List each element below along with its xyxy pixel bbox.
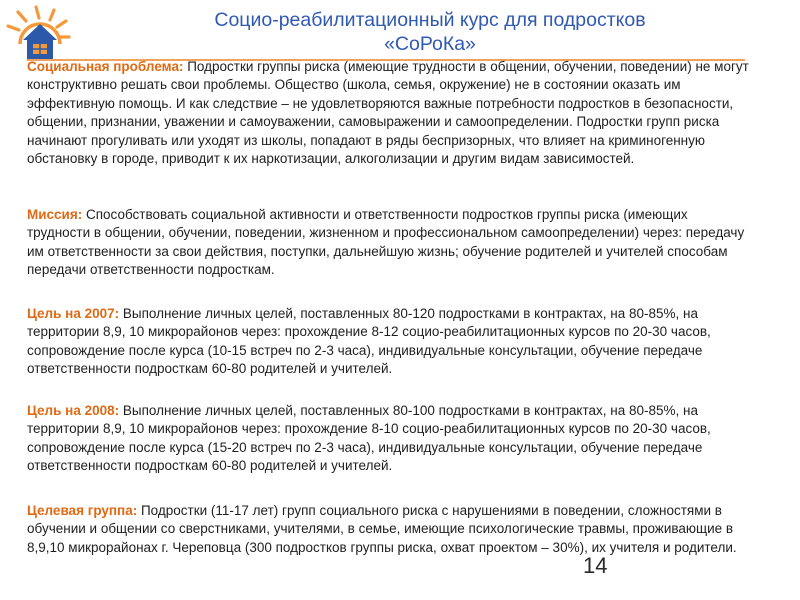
section-label: Миссия: <box>27 207 83 222</box>
section-target-group <box>27 502 752 557</box>
section-text: Способствовать социальной активности и ответственности подростков группы риска (имеющих трудности в общении, обучении, поведении, жизненном и профессиональном самоопределении) через: передачу им ответственности за свои действия, поступки, дальнейшую жизнь; обучение родителей и учителей способам передачи ответственности подросткам. <box>27 207 745 278</box>
section-text: Подростки группы риска (имеющие трудности в общении, обучении, поведении) не могут конструктивно решать свои проблемы. Общество (школа, семья, окружение) не в состоянии оказать им эффективную помощь. И как следствие – не удовлетворяются важные потребности подростков в безопасности, общении, признании, уважении и самоуважении, самовыражении и самоопределении. Подростки групп риска начинают прогуливать или уходят из школы, попадают в ряды беспризорных, что влияет на криминогенную обстановку в городе, приводит к их наркотизации, алкоголизации и другим видам зависимостей. <box>27 59 749 167</box>
page-title <box>150 8 710 56</box>
section-goal-2007 <box>27 305 752 379</box>
page-number: 14 <box>583 553 608 578</box>
sun-house-icon <box>6 4 74 66</box>
title-line-1: Социо-реабилитационный курс для подростков <box>214 9 646 31</box>
section-mission <box>27 206 752 280</box>
section-goal-2008 <box>27 402 752 476</box>
section-text: Подростки (11-17 лет) групп социального риска с нарушениями в поведении, сложностями в обучении и общении со сверстниками, учителями, в семье, имеющие психологические травмы, проживающие в 8,9,10 микрорайонах г. Череповца (300 подростков группы риска, охват проектом – 30%), их учителя и родители. <box>27 503 737 555</box>
section-label: Целевая группа: <box>27 503 138 518</box>
section-text: Выполнение личных целей, поставленных 80-120 подростками в контрактах, на 80-85%, на территории 8,9, 10 микрорайонов через: прохождение 8-12 социо-реабилитационных курсов по 20-30 часов, сопровождение после курса (10-15 встреч по 2-3 часа), индивидуальные консультации, обучение передаче ответственности подросткам 60-80 родителей и учителей. <box>27 306 711 377</box>
title-line-2: «СоРоКа» <box>384 33 476 55</box>
section-text: Выполнение личных целей, поставленных 80-100 подростками в контрактах, на 80-85%, на территории 8,9, 10 микрорайонов через: прохождение 8-10 социо-реабилитационных курсов по 20-30 часов, сопровождение после курса (15-20 встреч по 2-3 часа), индивидуальные консультации, обучение передаче ответственности подросткам 60-80 родителей и учителей. <box>27 403 711 474</box>
section-label: Цель на 2008: <box>27 403 120 418</box>
sun-house-logo <box>6 4 74 66</box>
section-label: Цель на 2007: <box>27 306 120 321</box>
section-label: Социальная проблема: <box>27 59 184 74</box>
section-social-problem <box>27 58 752 168</box>
